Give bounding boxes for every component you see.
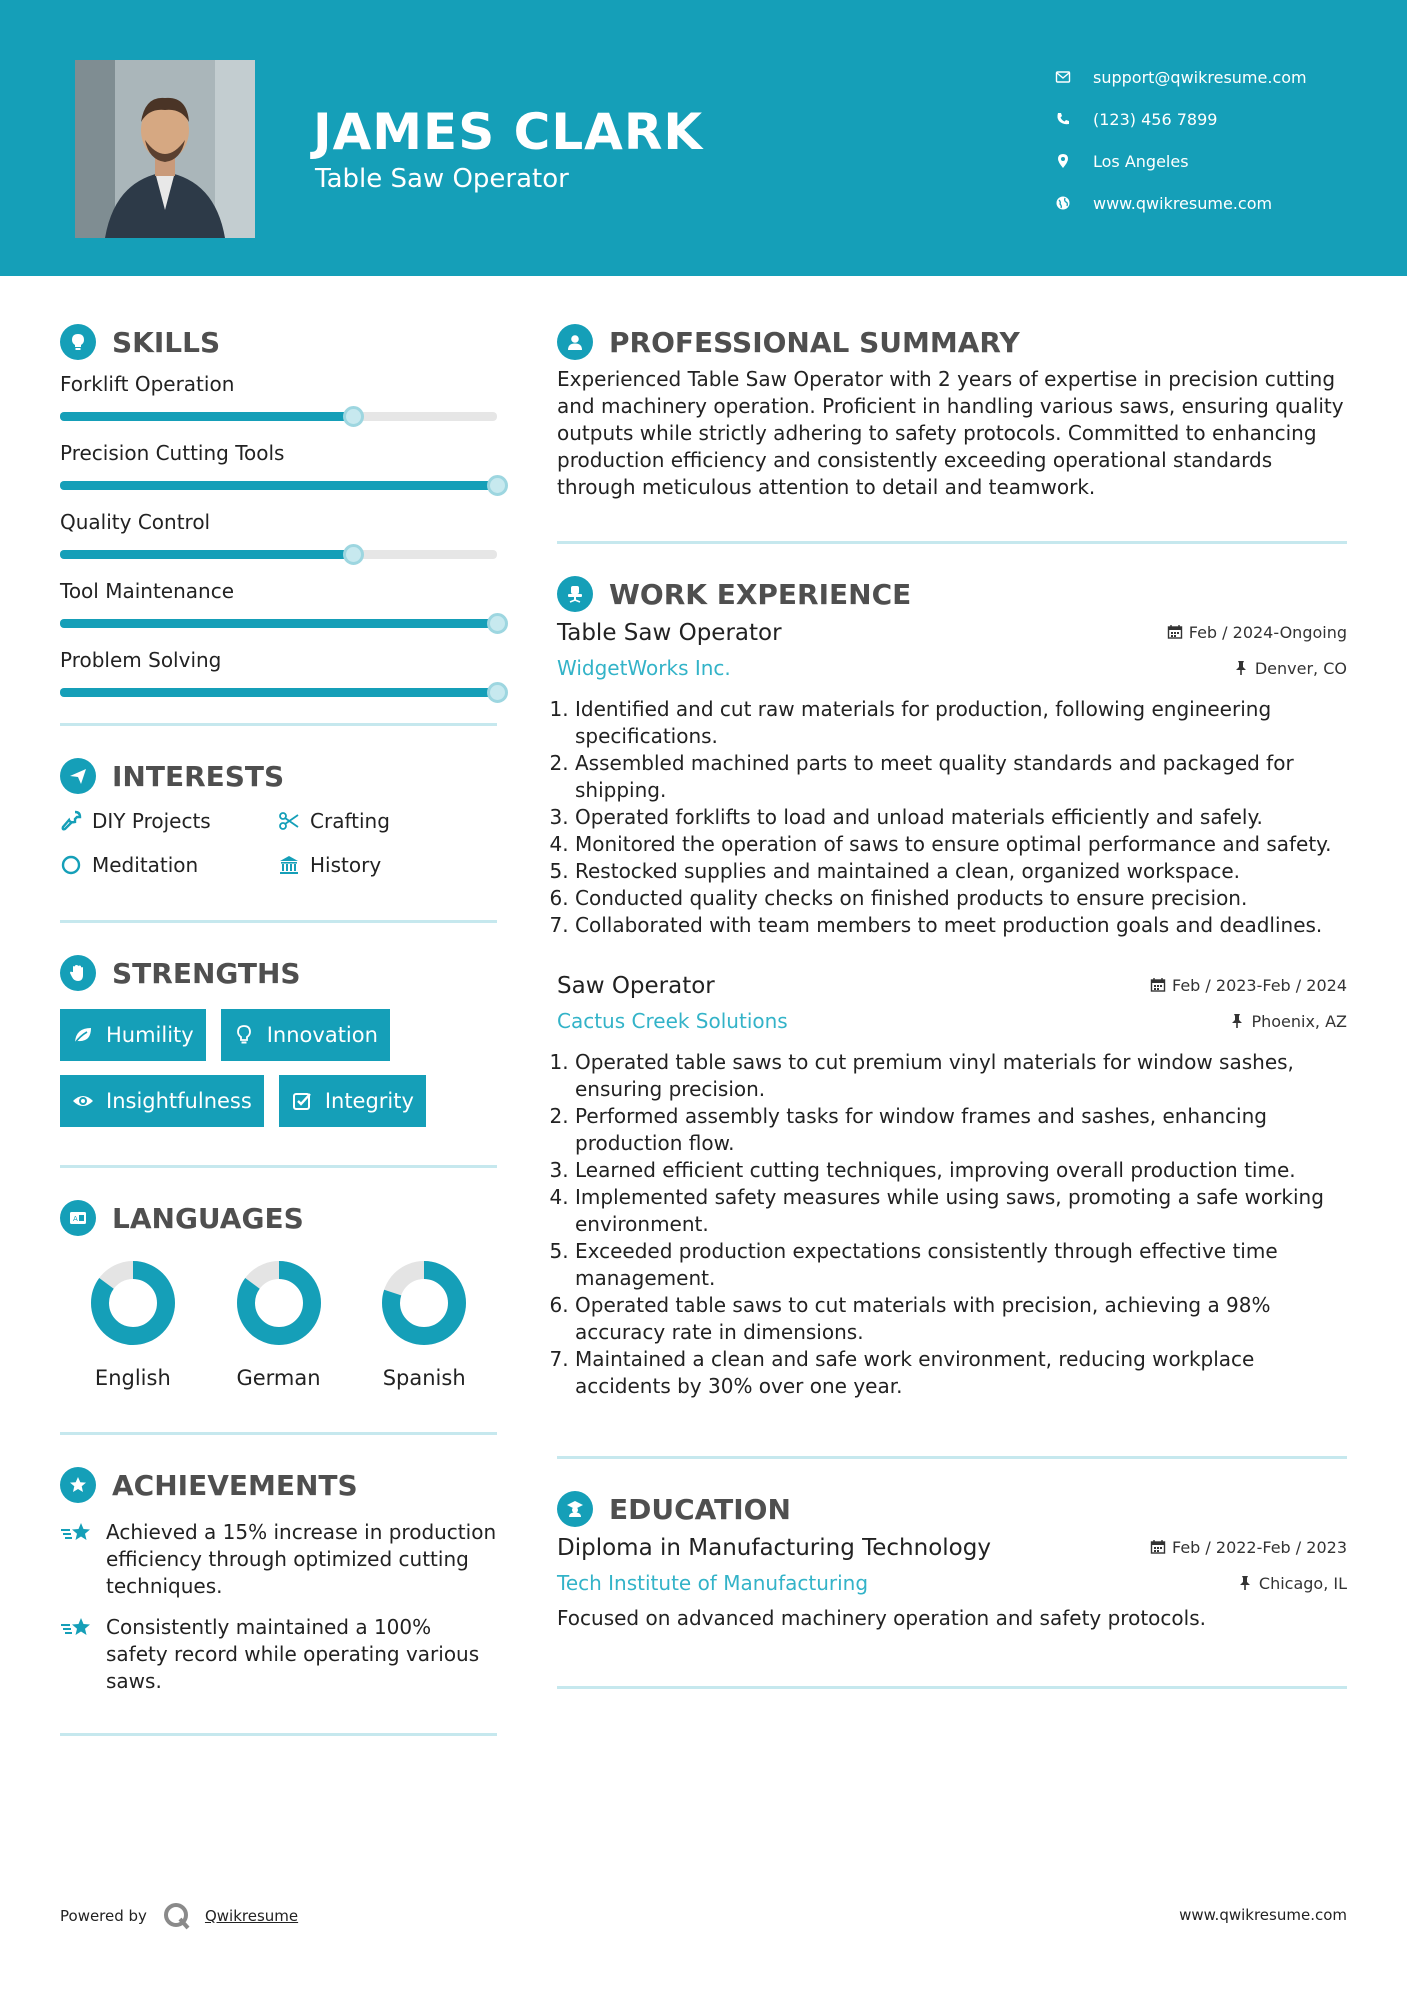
skill-bar-knob bbox=[487, 613, 508, 634]
interest-label: Crafting bbox=[310, 809, 390, 833]
strength-tag bbox=[279, 1075, 426, 1127]
shooting-star-icon bbox=[60, 1616, 94, 1642]
strength-label: Integrity bbox=[324, 1089, 414, 1113]
interest-item bbox=[60, 850, 278, 880]
globe-icon bbox=[1055, 195, 1093, 211]
section-divider bbox=[557, 1456, 1347, 1459]
job-location-text: Phoenix, AZ bbox=[1251, 1011, 1347, 1031]
footer-powered-by bbox=[60, 1900, 298, 1932]
education-date bbox=[1150, 1538, 1347, 1557]
job-company: Cactus Creek Solutions bbox=[557, 1009, 788, 1033]
calendar-icon bbox=[1167, 624, 1183, 640]
leaf-icon bbox=[72, 1024, 94, 1046]
experience-title: WORK EXPERIENCE bbox=[609, 577, 912, 611]
job-bullet: 2. Assembled machined parts to meet quality standards and packaged for shipping. bbox=[575, 750, 1347, 804]
strengths-list bbox=[60, 1009, 497, 1127]
language-item bbox=[351, 1258, 497, 1390]
languages-header bbox=[60, 1198, 497, 1238]
brand-link[interactable]: Qwikresume bbox=[204, 1907, 299, 1925]
phone-icon bbox=[1055, 111, 1093, 127]
job-bullet: 3. Operated forklifts to load and unload materials efficiently and safely. bbox=[575, 804, 1347, 831]
interests-title: INTERESTS bbox=[112, 759, 285, 793]
map-pin-icon bbox=[1055, 153, 1093, 169]
job-bullet: 7. Collaborated with team members to meet production goals and deadlines. bbox=[575, 912, 1347, 939]
language-item bbox=[206, 1258, 352, 1390]
job-location bbox=[1229, 1012, 1347, 1031]
section-divider bbox=[60, 1432, 497, 1435]
summary-title: PROFESSIONAL SUMMARY bbox=[609, 325, 1020, 359]
job-bullet: 4. Implemented safety measures while using saws, promoting a safe working environment. bbox=[575, 1184, 1347, 1238]
interests-list bbox=[60, 806, 497, 880]
language-donut bbox=[379, 1258, 469, 1348]
skill-bar bbox=[60, 550, 497, 559]
language-donut bbox=[234, 1258, 324, 1348]
qwikresume-logo-icon bbox=[161, 1900, 193, 1932]
strengths-header bbox=[60, 953, 497, 993]
job-location bbox=[1233, 659, 1347, 678]
skill-bar-fill bbox=[60, 550, 353, 559]
job-bullets bbox=[557, 696, 1347, 939]
section-divider bbox=[557, 541, 1347, 544]
resume-header bbox=[0, 0, 1407, 276]
section-divider bbox=[60, 1165, 497, 1168]
strength-tag bbox=[221, 1009, 390, 1061]
museum-icon bbox=[278, 854, 300, 876]
interest-label: History bbox=[310, 853, 382, 877]
contact-phone[interactable] bbox=[1055, 98, 1385, 140]
interests-header bbox=[60, 756, 497, 796]
skill-bar-knob bbox=[487, 682, 508, 703]
achievement-text: Consistently maintained a 100% safety record while operating various saws. bbox=[106, 1615, 480, 1693]
summary-text: Experienced Table Saw Operator with 2 years of expertise in precision cutting and machinery operation. Proficient in handling various saws, ensuring quality outputs while strictly adhering to safety protocols. Committed to enhancing production efficiency and consistently exceeding operational standards through meticulous attention to detail and teamwork. bbox=[557, 367, 1344, 499]
contact-location bbox=[1055, 140, 1385, 182]
achievement-item bbox=[60, 1614, 497, 1695]
job-date-text: Feb / 2023-Feb / 2024 bbox=[1172, 975, 1347, 995]
education-title: EDUCATION bbox=[609, 1492, 791, 1526]
education-location-text: Chicago, IL bbox=[1258, 1573, 1347, 1593]
pushpin-icon bbox=[1229, 1013, 1245, 1029]
strength-tag bbox=[60, 1009, 206, 1061]
job-company: WidgetWorks Inc. bbox=[557, 656, 731, 680]
job-entry bbox=[557, 620, 1347, 939]
job-bullet: 2. Performed assembly tasks for window frames and sashes, enhancing production flow. bbox=[575, 1103, 1347, 1157]
job-bullet: 5. Restocked supplies and maintained a clean, organized workspace. bbox=[575, 858, 1347, 885]
section-divider bbox=[60, 723, 497, 726]
skills-list bbox=[60, 372, 497, 697]
contact-website-text: www.qwikresume.com bbox=[1093, 193, 1273, 213]
education-description: Focused on advanced machinery operation and safety protocols. bbox=[557, 1606, 1206, 1630]
job-bullets bbox=[557, 1049, 1347, 1400]
pushpin-icon bbox=[1233, 660, 1249, 676]
language-donut bbox=[88, 1258, 178, 1348]
hand-icon bbox=[60, 955, 96, 991]
language-label: Spanish bbox=[382, 1366, 466, 1390]
left-column bbox=[60, 322, 497, 1736]
skills-title: SKILLS bbox=[112, 325, 221, 359]
skill-bar-fill bbox=[60, 688, 497, 697]
profile-photo bbox=[75, 60, 255, 238]
skill-bar-knob bbox=[487, 475, 508, 496]
achievements-header bbox=[60, 1465, 497, 1505]
skill-label: Quality Control bbox=[60, 510, 211, 534]
job-date-text: Feb / 2024-Ongoing bbox=[1188, 622, 1347, 642]
candidate-name: JAMES CLARK bbox=[313, 103, 704, 161]
candidate-title: Table Saw Operator bbox=[315, 164, 569, 194]
job-bullet: 6. Conducted quality checks on finished products to ensure precision. bbox=[575, 885, 1347, 912]
right-column bbox=[557, 322, 1347, 1689]
skill-bar-fill bbox=[60, 619, 497, 628]
summary-header bbox=[557, 322, 1347, 362]
section-divider bbox=[557, 1686, 1347, 1689]
contact-phone-text: (123) 456 7899 bbox=[1093, 109, 1218, 129]
shooting-star-icon bbox=[60, 1521, 94, 1547]
achievement-text: Achieved a 15% increase in production efficiency through optimized cutting techniques. bbox=[106, 1520, 497, 1598]
star-badge-icon bbox=[60, 1467, 96, 1503]
job-bullet: 1. Operated table saws to cut premium vinyl materials for window sashes, ensuring precision. bbox=[575, 1049, 1347, 1103]
skill-bar-knob bbox=[343, 544, 364, 565]
achievement-item bbox=[60, 1519, 497, 1600]
checkbox-icon bbox=[291, 1090, 313, 1112]
job-bullet: 1. Identified and cut raw materials for production, following engineering specifications. bbox=[575, 696, 1347, 750]
job-bullet: 4. Monitored the operation of saws to ensure optimal performance and safety. bbox=[575, 831, 1347, 858]
graduate-icon bbox=[557, 1491, 593, 1527]
job-bullet: 6. Operated table saws to cut materials with precision, achieving a 98% accuracy rate in dimensions. bbox=[575, 1292, 1347, 1346]
experience-header bbox=[557, 574, 1347, 614]
strength-label: Insightfulness bbox=[106, 1089, 252, 1113]
education-entry bbox=[557, 1535, 1347, 1632]
section-divider bbox=[60, 1733, 497, 1736]
lightbulb-icon bbox=[233, 1024, 255, 1046]
education-header bbox=[557, 1489, 1347, 1529]
envelope-icon bbox=[1055, 69, 1093, 85]
calendar-icon bbox=[1150, 1539, 1166, 1555]
calendar-icon bbox=[1150, 977, 1166, 993]
skill-bar bbox=[60, 412, 497, 421]
skill-bar bbox=[60, 688, 497, 697]
skill-label: Tool Maintenance bbox=[60, 579, 235, 603]
job-date bbox=[1150, 976, 1347, 995]
svg-text:A: A bbox=[73, 1215, 78, 1223]
contact-location-text: Los Angeles bbox=[1093, 151, 1189, 171]
skill-label: Precision Cutting Tools bbox=[60, 441, 285, 465]
footer-website[interactable]: www.qwikresume.com bbox=[1179, 1906, 1347, 1924]
strength-label: Innovation bbox=[266, 1023, 378, 1047]
contact-info bbox=[1055, 56, 1385, 224]
education-date-text: Feb / 2022-Feb / 2023 bbox=[1172, 1537, 1347, 1557]
job-entry bbox=[557, 973, 1347, 1400]
lightbulb-icon bbox=[60, 324, 96, 360]
language-label: English bbox=[94, 1366, 171, 1390]
education-location bbox=[1237, 1574, 1347, 1593]
job-location-text: Denver, CO bbox=[1254, 658, 1347, 678]
strength-tag bbox=[60, 1075, 264, 1127]
languages-list bbox=[60, 1258, 497, 1390]
user-icon bbox=[557, 324, 593, 360]
interest-label: Meditation bbox=[92, 853, 199, 877]
skill-bar bbox=[60, 619, 497, 628]
interest-item bbox=[278, 850, 496, 880]
scissors-icon bbox=[278, 810, 300, 832]
school-name: Tech Institute of Manufacturing bbox=[557, 1571, 869, 1595]
pushpin-icon bbox=[1237, 1575, 1253, 1591]
skills-header bbox=[60, 322, 497, 362]
interest-item bbox=[278, 806, 496, 836]
interest-item bbox=[60, 806, 278, 836]
achievements-list bbox=[60, 1519, 497, 1695]
job-date bbox=[1167, 623, 1347, 642]
skill-label: Forklift Operation bbox=[60, 372, 235, 396]
job-bullet: 7. Maintained a clean and safe work environment, reducing workplace accidents by 30% over one year. bbox=[575, 1346, 1347, 1400]
language-item bbox=[60, 1258, 206, 1390]
strengths-title: STRENGTHS bbox=[112, 956, 301, 990]
job-title: Table Saw Operator bbox=[557, 620, 782, 646]
achievements-title: ACHIEVEMENTS bbox=[112, 1468, 358, 1502]
job-bullet: 5. Exceeded production expectations consistently through effective time management. bbox=[575, 1238, 1347, 1292]
skill-bar-fill bbox=[60, 481, 497, 490]
circle-icon bbox=[60, 854, 82, 876]
contact-email-text: support@qwikresume.com bbox=[1093, 67, 1307, 87]
degree-title: Diploma in Manufacturing Technology bbox=[557, 1535, 991, 1561]
skill-bar-knob bbox=[343, 406, 364, 427]
section-divider bbox=[60, 920, 497, 923]
paper-plane-icon bbox=[60, 758, 96, 794]
wrench-icon bbox=[60, 810, 82, 832]
contact-website[interactable] bbox=[1055, 182, 1385, 224]
powered-by-text: Powered by bbox=[60, 1907, 147, 1925]
office-chair-icon bbox=[557, 576, 593, 612]
languages-title: LANGUAGES bbox=[112, 1201, 304, 1235]
language-label: German bbox=[236, 1366, 321, 1390]
interest-label: DIY Projects bbox=[92, 809, 211, 833]
job-bullet: 3. Learned efficient cutting techniques, improving overall production time. bbox=[575, 1157, 1347, 1184]
skill-bar bbox=[60, 481, 497, 490]
contact-email[interactable] bbox=[1055, 56, 1385, 98]
job-title: Saw Operator bbox=[557, 973, 715, 999]
strength-label: Humility bbox=[106, 1023, 194, 1047]
language-icon bbox=[60, 1200, 96, 1236]
eye-icon bbox=[72, 1090, 94, 1112]
skill-bar-fill bbox=[60, 412, 353, 421]
skill-label: Problem Solving bbox=[60, 648, 222, 672]
